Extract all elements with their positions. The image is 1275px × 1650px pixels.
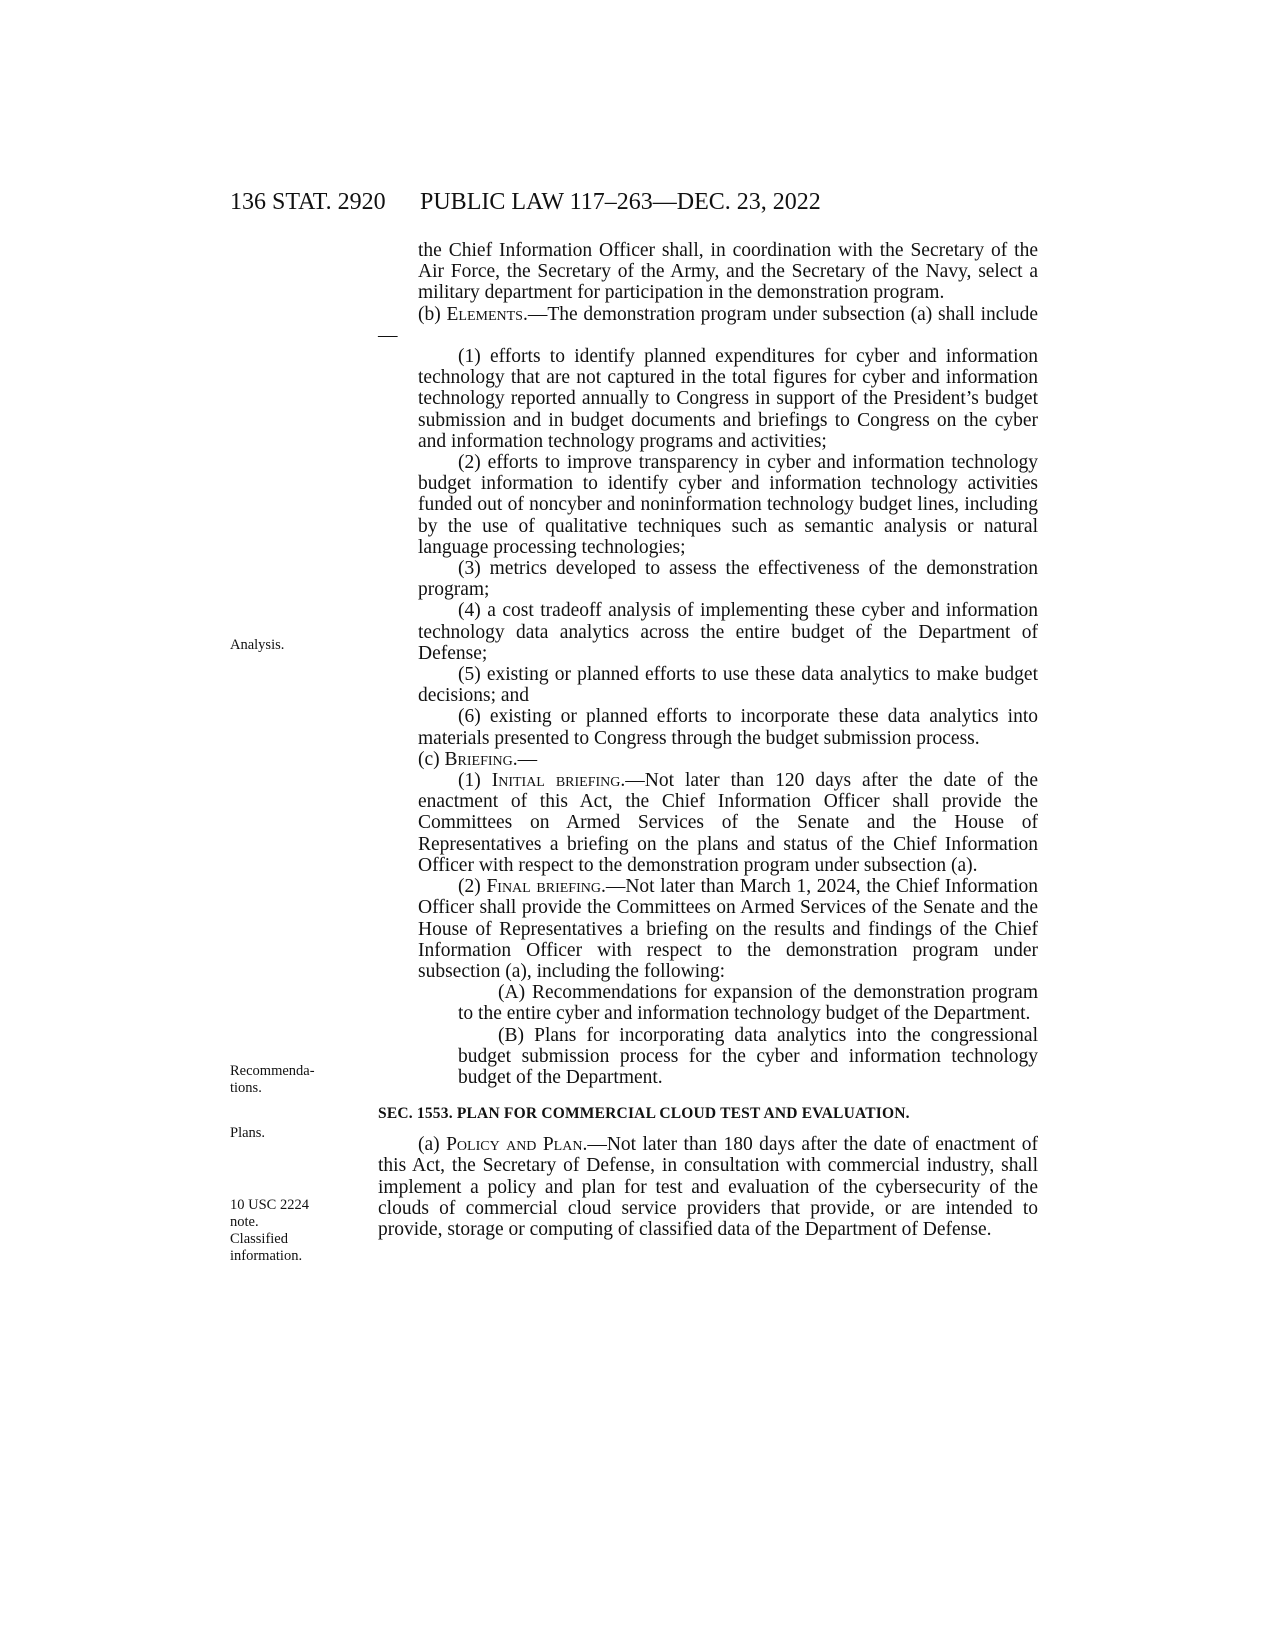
- margin-note-text: Recommenda-: [230, 1063, 315, 1079]
- section-heading: SEC. 1553. PLAN FOR COMMERCIAL CLOUD TEST AND EVALUATION.: [378, 1105, 910, 1123]
- paragraph-heading: Final briefing: [486, 876, 601, 898]
- subsection-label: (c): [418, 748, 445, 770]
- paragraph-text: .—Not later than 120 days after the date of the enactment of this Act, the Chief Information Officer shall provide the Committees on Armed Services of the Senate and the House of Representatives a briefing on the plans and status of the Chief Information Officer with respect to the demonstration program under subsection (a).: [418, 770, 1038, 876]
- margin-note-plans: [230, 1125, 340, 1142]
- paragraph-text: .—Not later than March 1, 2024, the Chief Information Officer shall provide the Committees on Armed Services of the Senate and the House of Representatives a briefing on the results and findings of the Chief Information Officer with respect to the demonstration program under subsection (a), including the following:: [418, 876, 1038, 982]
- subsection-label: (a): [418, 1134, 447, 1156]
- subparagraph-B: (B) Plans for incorporating data analytics into the congressional budget submission process for the cyber and information technology budget of the Department.: [458, 1024, 1038, 1088]
- subparagraph-A: (A) Recommendations for expansion of the demonstration program to the entire cyber and information technology budget of the Department.: [458, 982, 1038, 1025]
- paragraph-c1: [378, 770, 1038, 876]
- paragraph-label: (1): [458, 770, 492, 792]
- margin-note-text: note.: [230, 1214, 259, 1230]
- margin-note-text: information.: [230, 1248, 303, 1264]
- public-law-title: PUBLIC LAW 117–263—DEC. 23, 2022: [420, 189, 821, 215]
- intro-paragraph: the Chief Information Officer shall, in coordination with the Secretary of the Air Force, the Secretary of the Army, and the Secretary of the Navy, select a military department for participation in the demonstration program.: [418, 240, 1038, 304]
- margin-note-text: 10 USC 2224: [230, 1197, 309, 1213]
- subsection-heading: Policy and Plan: [446, 1134, 583, 1156]
- margin-note-analysis: [230, 637, 340, 654]
- paragraph-label: (2): [458, 876, 487, 898]
- subsection-text: .—Not later than 180 days after the date of enactment of this Act, the Secretary of Defense, in consultation with commercial industry, shall implement a policy and plan for test and evaluation of the cybersecurity of the clouds of commercial cloud service providers that provide, or are intended to provide, storage or computing of classified data of the Department of Defense.: [378, 1134, 1038, 1240]
- margin-note-text: Analysis.: [230, 637, 285, 653]
- margin-note-usc: [230, 1197, 340, 1265]
- paragraph-item-1: (1) efforts to identify planned expenditures for cyber and information technology that are not captured in the total figures for cyber and information technology reported annually to Congress in support of the President’s budget submission and in budget documents and briefings to Congress on the cyber and information technology programs and activities;: [418, 346, 1038, 452]
- subsection-text: .—The demonstration program under subsection (a) shall include—: [378, 303, 1038, 346]
- margin-note-text: Plans.: [230, 1125, 266, 1141]
- subsection-heading: Elements: [446, 303, 523, 325]
- section-1553-subsection-a: [378, 1134, 1038, 1240]
- paragraph-item-6: (6) existing or planned efforts to incorporate these data analytics into materials presented to Congress through the budget submission process.: [418, 706, 1038, 749]
- paragraph-item-2: (2) efforts to improve transparency in cyber and information technology budget information to identify cyber and information technology activities funded out of noncyber and noninformation technology budget lines, including by the use of qualitative techniques such as semantic analysis or natural language processing technologies;: [418, 452, 1038, 558]
- paragraph-item-3: (3) metrics developed to assess the effectiveness of the demonstration program;: [418, 558, 1038, 601]
- paragraph-item-4: (4) a cost tradeoff analysis of implementing these cyber and information technology data analytics across the entire budget of the Department of Defense;: [418, 600, 1038, 664]
- subsection-text: .—: [512, 748, 538, 770]
- subsection-heading: Briefing: [444, 748, 513, 770]
- subsection-c: [378, 749, 1038, 770]
- margin-note-recommendations: [230, 1063, 340, 1097]
- paragraph-c2: [378, 876, 1038, 982]
- paragraph-heading: Initial briefing: [491, 770, 621, 792]
- page-header: [0, 188, 1275, 218]
- stat-page-number: 136 STAT. 2920: [230, 189, 386, 215]
- paragraph-item-5: (5) existing or planned efforts to use these data analytics to make budget decisions; and: [418, 664, 1038, 707]
- margin-note-text: tions.: [230, 1080, 262, 1096]
- document-body: [378, 240, 1038, 1240]
- subsection-label: (b): [418, 303, 447, 325]
- margin-note-text: Classified: [230, 1231, 288, 1247]
- subsection-b: [378, 304, 1038, 346]
